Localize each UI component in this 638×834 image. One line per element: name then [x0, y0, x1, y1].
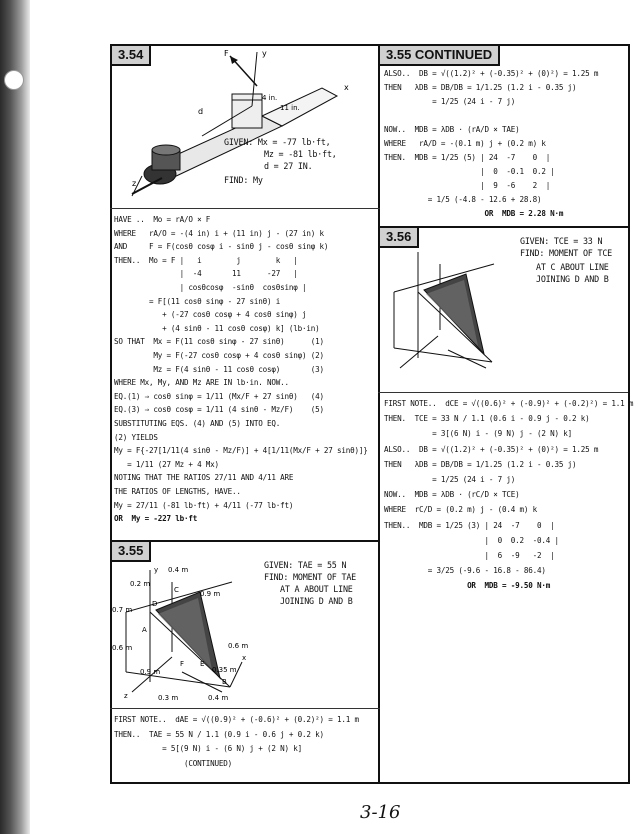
given-355-line1: GIVEN: TAE = 55 N: [264, 560, 347, 570]
problem-label-354: 3.54: [112, 46, 151, 66]
work354-line-21: My = 27/11 (-81 lb·ft) + 4/11 (-77 lb·ft): [114, 500, 294, 510]
work354-line-11: Mz = F(4 sinθ - 11 cosθ cosφ) (3): [114, 364, 324, 374]
work354-line-19: NOTING THAT THE RATIOS 27/11 AND 4/11 ARE: [114, 473, 294, 483]
fig355-03: 0.3 m: [158, 694, 179, 702]
given-356-line1: GIVEN: TCE = 33 N: [520, 236, 603, 246]
fig-label-11in: 11 in.: [280, 104, 300, 112]
work354-line-16: (2) YIELDS: [114, 432, 158, 442]
fig355-06: 0.6 m: [112, 644, 133, 652]
work356-line-8: THEN.. MDB = 1/25 (3) | 24 -7 0 |: [384, 520, 555, 530]
work356-line-12: OR MDB = -9.50 N·m: [384, 581, 551, 591]
work354-line-10: My = F(-27 cosθ cosφ + 4 cosθ sinφ) (2): [114, 351, 324, 360]
separator-355: [110, 708, 380, 709]
work354-line-2: AND F = F(cosθ cosφ i - sinθ j - cosθ sinφ k): [114, 242, 329, 252]
work356-line-2: = 3[(6 N) i - (9 N) j - (2 N) k]: [384, 429, 572, 439]
fig355-B: B: [222, 678, 227, 686]
work354-line-3: THEN.. Mo = F | i j k |: [114, 255, 298, 265]
fig355-06b: 0.6 m: [228, 642, 249, 650]
work354-line-0: HAVE .. Mo = rA/O × F: [114, 215, 211, 224]
work355-line-0: FIRST NOTE.. dAE = √((0.9)² + (-0.6)² + (0.2)²) = 1.1 m: [114, 715, 359, 724]
given-355-line2: FIND: MOMENT OF TAE: [264, 572, 357, 582]
work356-line-11: = 3/25 (-9.6 - 16.8 - 86.4): [384, 566, 546, 576]
work355-line-3: (CONTINUED): [114, 758, 233, 768]
work356-line-6: NOW.. MDB = λDB · (rC/D × TCE): [384, 490, 520, 500]
problem-label-355: 3.55: [112, 542, 151, 562]
problem-label-356: 3.56: [380, 228, 419, 248]
figure-355-frame: [112, 562, 252, 702]
fig-label-z: z: [132, 179, 137, 188]
fig-label-4in: 4 in.: [262, 94, 278, 102]
work354-line-7: + (-27 cosθ cosφ + 4 cosθ sinφ) j: [114, 310, 307, 320]
work355c-line-8: | 9 -6 2 |: [384, 181, 551, 190]
work354-line-5: | cosθcosφ -sinθ cosθsinφ |: [114, 283, 307, 292]
given-356-line2: FIND: MOMENT OF TCE: [520, 248, 613, 258]
given-354-line4: FIND: My: [224, 175, 263, 185]
work355c-line-5: WHERE rA/D = -(0.1 m) j + (0.2 m) k: [384, 139, 546, 148]
given-355-line3: AT A ABOUT LINE: [280, 584, 353, 594]
given-356-line4: JOINING D AND B: [536, 274, 609, 284]
work356-line-3: ALSO.. DB = √((1.2)² + (-0.35)² + (0)²) = 1.25 m: [384, 444, 599, 454]
fig355-F: F: [180, 660, 185, 668]
fig355-035: 0.35 m: [212, 666, 237, 674]
work354-line-17: My = F{-27[1/11(4 sinθ - Mz/F)] + 4[1/11(Mx/F + 27 sinθ)]}: [114, 446, 368, 456]
work354-line-18: = 1/11 (27 Mz + 4 Mx): [114, 459, 219, 469]
given-356-line3: AT C ABOUT LINE: [536, 262, 609, 272]
work354-line-13: EQ.(1) ⇒ cosθ sinφ = 1/11 (Mx/F + 27 sinθ) (4): [114, 391, 324, 401]
work355-line-2: = 5[(9 N) i - (6 N) j + (2 N) k]: [114, 744, 302, 753]
work354-line-4: | -4 11 -27 |: [114, 269, 298, 279]
fig-label-y: y: [262, 49, 267, 58]
separator-354: [110, 208, 380, 209]
fig355-04: 0.4 m: [168, 566, 189, 574]
work354-line-14: EQ.(3) ⇒ cosθ cosφ = 1/11 (4 sinθ - Mz/F) (5): [114, 405, 324, 415]
work354-line-6: = F[(11 cosθ sinφ - 27 sinθ) i: [114, 296, 281, 306]
work355c-line-2: = 1/25 (24 i - 7 j): [384, 97, 516, 106]
fig355-y: y: [154, 566, 159, 574]
work355-line-1: THEN.. TAE = 55 N / 1.1 (0.9 i - 0.6 j + 0.2 k): [114, 729, 324, 739]
page-number: 3-16: [360, 802, 401, 823]
column-divider: [378, 44, 380, 782]
binder-hole: [4, 70, 24, 90]
fig355-02: 0.2 m: [130, 580, 151, 588]
work354-line-22: OR My = -227 lb·ft: [114, 514, 198, 524]
work354-line-8: + (4 sinθ - 11 cosθ cosφ) k] (lb·in): [114, 323, 320, 333]
fig355-D: D: [152, 600, 158, 608]
work356-line-5: = 1/25 (24 i - 7 j): [384, 475, 516, 484]
page-edge-shadow: [0, 0, 30, 834]
work354-line-9: SO THAT Mx = F(11 cosθ sinφ - 27 sinθ) (1): [114, 337, 324, 347]
fig355-C: C: [174, 586, 179, 594]
separator-356: [378, 392, 628, 393]
given-355-line4: JOINING D AND B: [280, 596, 353, 606]
given-354-line3: d = 27 IN.: [264, 161, 313, 171]
fig-label-d: d: [198, 107, 204, 116]
fig355-z: z: [124, 692, 128, 700]
work355c-line-1: THEN λDB = DB/DB = 1/1.25 (1.2 i - 0.35 j): [384, 83, 577, 92]
fig355-E: E: [200, 660, 205, 668]
given-354-line2: Mz = -81 lb·ft,: [264, 149, 337, 159]
work354-line-15: SUBSTITUTING EQS. (4) AND (5) INTO EQ.: [114, 419, 281, 428]
fig-label-x: x: [344, 83, 349, 92]
work354-line-1: WHERE rA/O = -(4 in) i + (11 in) j - (27 in) k: [114, 228, 324, 238]
problem-label-355-continued: 3.55 CONTINUED: [380, 46, 500, 66]
fig355-09b: 0.9 m: [140, 668, 161, 676]
work355c-line-7: | 0 -0.1 0.2 |: [384, 167, 555, 176]
work354-line-12: WHERE Mx, My, AND Mz ARE IN lb·in. NOW..: [114, 378, 289, 388]
work355c-line-0: ALSO.. DB = √((1.2)² + (-0.35)² + (0)²) = 1.25 m: [384, 69, 599, 78]
work354-line-20: THE RATIOS OF LENGTHS, HAVE..: [114, 487, 241, 496]
fig355-07: 0.7 m: [112, 606, 133, 614]
work356-line-7: WHERE rC/D = (0.2 m) j - (0.4 m) k: [384, 505, 538, 515]
work355c-line-10: OR MDB = 2.28 N·m: [384, 209, 564, 218]
work356-line-4: THEN λDB = DB/DB = 1/1.25 (1.2 i - 0.35 j): [384, 459, 577, 469]
work356-line-9: | 0 0.2 -0.4 |: [384, 535, 559, 545]
work355c-line-6: THEN. MDB = 1/25 (5) | 24 -7 0 |: [384, 153, 551, 162]
fig355-09: 0.9 m: [200, 590, 221, 598]
work356-line-0: FIRST NOTE.. dCE = √((0.6)² + (-0.9)² + (-0.2)²) = 1.1 m: [384, 399, 634, 408]
figure-356-frame: [382, 246, 512, 376]
fig-label-F: F: [224, 49, 229, 58]
fig355-x: x: [242, 654, 247, 662]
work356-line-10: | 6 -9 -2 |: [384, 551, 555, 560]
work355c-line-9: = 1/5 (-4.8 - 12.6 + 28.8): [384, 195, 542, 204]
work355c-line-4: NOW.. MDB = λDB · (rA/D × TAE): [384, 125, 520, 134]
fig355-04b: 0.4 m: [208, 694, 229, 702]
given-354-line1: GIVEN: Mx = -77 lb·ft,: [224, 137, 331, 147]
work356-line-1: THEN. TCE = 33 N / 1.1 (0.6 i - 0.9 j - 0.2 k): [384, 414, 590, 424]
fig355-A: A: [142, 626, 147, 634]
